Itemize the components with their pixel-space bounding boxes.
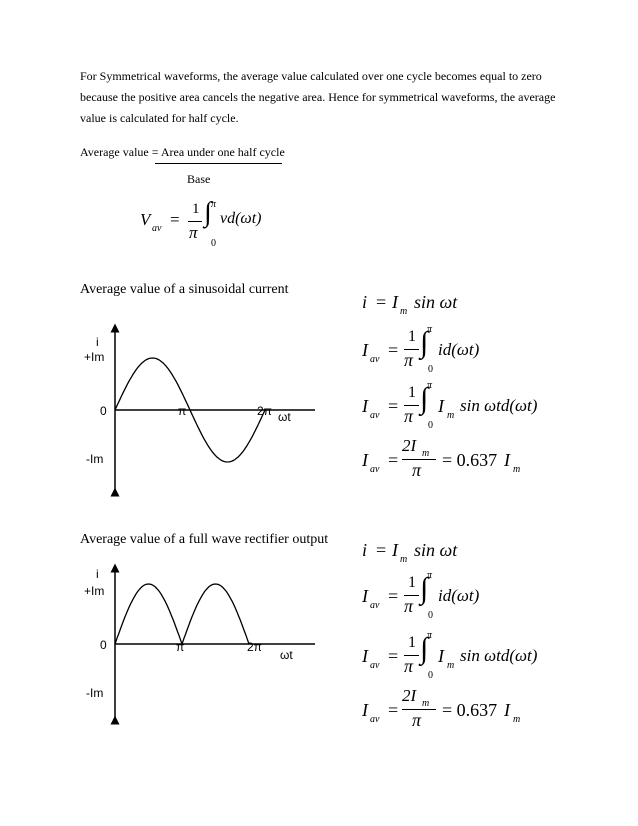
rect-x-label: ωt (280, 648, 293, 662)
sine-eq2-num: 1 (408, 328, 416, 345)
rect-eq1-rest: sin ωt (414, 540, 458, 560)
sine-eq3-I: I (438, 396, 444, 416)
sine-eq2-lower: 0 (428, 364, 433, 375)
rect-eq3-lower: 0 (428, 670, 433, 681)
integral-sign: ∫ (420, 326, 429, 359)
sine-neg-label: -Im (86, 452, 104, 466)
rectifier-wave-curve (115, 584, 249, 644)
rect-eq2-num: 1 (408, 574, 416, 591)
sine-equations (362, 292, 602, 492)
rect-eq3-I: I (438, 646, 444, 666)
sine-eq3-lhs: I (362, 396, 368, 416)
definition-denominator: Base (187, 172, 211, 186)
rect-neg-label: -Im (86, 686, 104, 700)
integral-sign: ∫ (420, 382, 429, 415)
sine-eq3-den: π (404, 406, 414, 426)
rect-eq3-integrand: sin ωtd(ωt) (460, 646, 538, 665)
sine-eq1-rest: sin ωt (414, 292, 458, 312)
rect-eq1-I: I (392, 540, 398, 560)
average-value-definition: Average value = Area under one half cycle (80, 145, 285, 159)
sine-eq3-upper: π (427, 380, 433, 391)
rect-eq1-lhs: i (362, 540, 368, 560)
sine-eq1-sub: m (400, 306, 408, 317)
sine-eq2-den: π (404, 350, 414, 370)
sine-eq4-result: = 0.637 (442, 450, 498, 470)
sine-eq2-integrand: id(ωt) (438, 340, 480, 359)
formula-lhs-sub: av (152, 223, 162, 234)
rect-eq4-sub: av (370, 714, 380, 725)
rect-pos-label: +Im (84, 584, 105, 598)
sine-eq1-eq: = (376, 292, 387, 312)
sine-eq4-sub: av (370, 464, 380, 475)
rect-eq3-eq: = (388, 646, 399, 666)
formula-general (140, 196, 280, 256)
section-sine-heading: Average value of a sinusoidal current (80, 282, 289, 297)
sine-eq4-num-sub: m (422, 448, 430, 459)
sine-eq4-rsub: m (513, 464, 521, 475)
sine-eq2-upper: π (427, 324, 433, 335)
formula-integrand: vd(ωt) (220, 210, 262, 227)
rect-eq2-eq: = (388, 586, 399, 606)
rectifier-equations (362, 540, 602, 740)
formula-lhs: V (140, 210, 151, 229)
sine-eq4-eq: = (388, 450, 399, 470)
rect-eq4-eq: = (388, 700, 399, 720)
rect-eq3-upper: π (427, 630, 433, 641)
formula-upper-limit: π (211, 199, 217, 210)
definition-fraction-line (155, 163, 282, 164)
integral-sign: ∫ (204, 197, 212, 228)
sine-eq3-eq: = (388, 396, 399, 416)
sine-graph-svg (70, 320, 330, 500)
rect-eq3-num: 1 (408, 634, 416, 651)
rect-eq2-upper: π (427, 570, 433, 581)
rect-eq2-den: π (404, 596, 414, 616)
rect-eq4-rI: I (504, 700, 510, 720)
section-rectifier-heading: Average value of a full wave rectifier output (80, 532, 329, 547)
sine-eq3-Isub: m (447, 410, 455, 421)
rect-eq2-integrand: id(ωt) (438, 586, 480, 605)
sine-two-pi-label: 2π (257, 404, 272, 418)
rect-eq2-lower: 0 (428, 610, 433, 621)
rect-eq3-den: π (404, 656, 414, 676)
intro-line-1: For Symmetrical waveforms, the average value calculated over one cycle becomes equal to zero (80, 69, 542, 83)
sine-eq2-eq: = (388, 340, 399, 360)
sine-pos-label: +Im (84, 350, 105, 364)
sine-eq3-num: 1 (408, 384, 416, 401)
rect-eq4-den: π (412, 710, 422, 730)
sine-eq4-lhs: I (362, 450, 368, 470)
rect-zero-label: 0 (100, 638, 107, 652)
sine-eq4-den: π (412, 460, 422, 480)
formula-equals: = (170, 210, 180, 229)
sine-y-label: i (96, 335, 99, 349)
rect-two-pi-label: 2π (247, 640, 262, 654)
rect-eq4-num: 2I (402, 686, 417, 705)
sine-eq1-lhs: i (362, 292, 368, 312)
rect-eq2-lhs: I (362, 586, 368, 606)
sine-eq3-integrand: sin ωtd(ωt) (460, 396, 538, 415)
sine-x-label: ωt (278, 410, 291, 424)
rectifier-graph-svg (70, 562, 330, 727)
sine-eq3-sub: av (370, 410, 380, 421)
intro-line-2: because the positive area cancels the negative area. Hence for symmetrical waveforms, the average (80, 90, 556, 104)
rect-eq4-result: = 0.637 (442, 700, 498, 720)
integral-sign: ∫ (420, 632, 429, 665)
rect-eq2-sub: av (370, 600, 380, 611)
rect-eq4-num-sub: m (422, 698, 430, 709)
intro-paragraph (80, 66, 560, 129)
sine-zero-label: 0 (100, 404, 107, 418)
rect-eq3-lhs: I (362, 646, 368, 666)
rect-eq3-Isub: m (447, 660, 455, 671)
sine-eq2-lhs: I (362, 340, 368, 360)
sine-pi-label: π (178, 404, 187, 418)
sine-graph (70, 320, 330, 500)
rectifier-graph (70, 562, 330, 727)
sine-eq1-I: I (392, 292, 398, 312)
rect-eq1-sub: m (400, 554, 408, 565)
rect-eq4-rsub: m (513, 714, 521, 725)
intro-line-3: value is calculated for half cycle. (80, 111, 239, 125)
formula-denominator: π (189, 223, 198, 242)
rect-eq4-lhs: I (362, 700, 368, 720)
formula-numerator: 1 (192, 201, 200, 217)
rect-y-label: i (96, 567, 99, 581)
sine-eq4-num: 2I (402, 436, 417, 455)
integral-sign: ∫ (420, 572, 429, 605)
formula-fraction-line (188, 221, 202, 222)
sine-eq2-sub: av (370, 354, 380, 365)
rect-eq3-sub: av (370, 660, 380, 671)
rect-pi-label: π (176, 640, 185, 654)
sine-eq3-lower: 0 (428, 420, 433, 431)
sine-eq4-rI: I (504, 450, 510, 470)
formula-lower-limit: 0 (211, 238, 216, 249)
rect-eq1-eq: = (376, 540, 387, 560)
